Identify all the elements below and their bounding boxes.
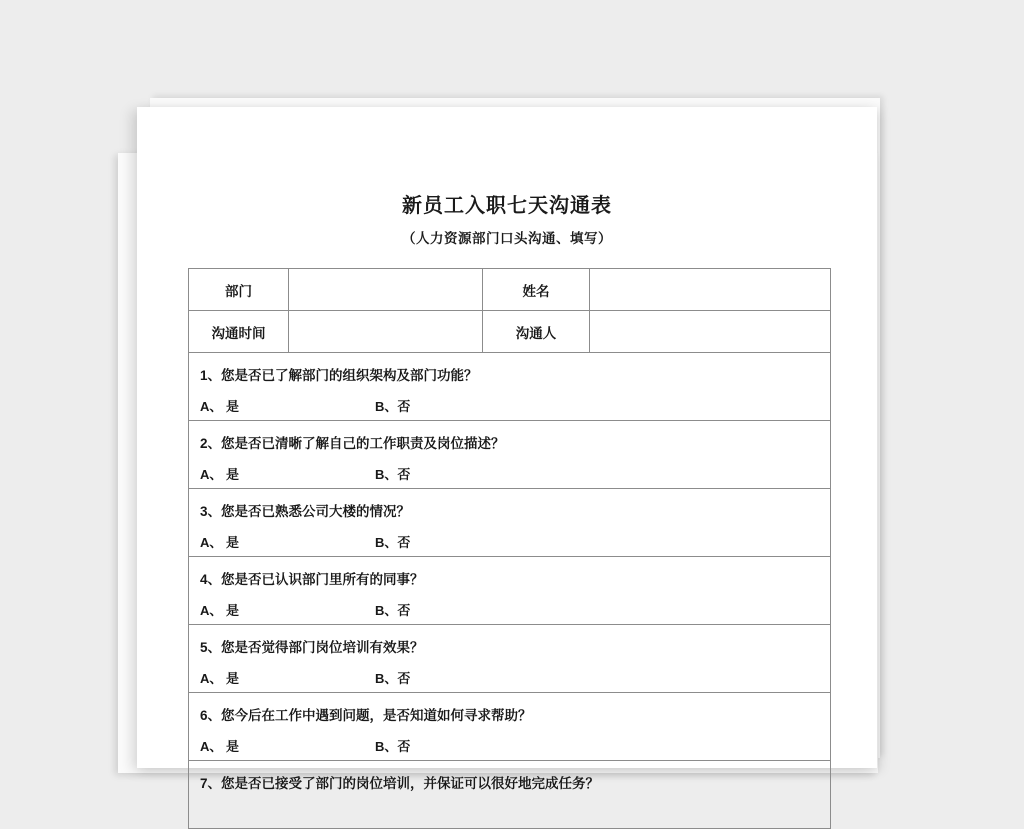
question-text: 7、您是否已接受了部门的岗位培训，并保证可以很好地完成任务？ xyxy=(200,776,600,791)
option-a[interactable]: A、 是 xyxy=(200,671,240,686)
field-label-communication-time: 沟通时间 xyxy=(189,311,289,353)
table-row xyxy=(189,421,831,489)
question-text: 5、您是否觉得部门岗位培训有效果？ xyxy=(200,640,424,655)
question-row-2 xyxy=(189,421,831,489)
option-a[interactable]: A、 是 xyxy=(200,603,240,618)
field-label-department: 部门 xyxy=(189,269,289,311)
table-row xyxy=(189,625,831,693)
table-row xyxy=(189,353,831,421)
option-b[interactable]: B、否 xyxy=(375,535,411,550)
option-a[interactable]: A、 是 xyxy=(200,399,240,414)
question-text: 6、您今后在工作中遇到问题，是否知道如何寻求帮助？ xyxy=(200,708,532,723)
option-b[interactable]: B、否 xyxy=(375,399,411,414)
field-value-name[interactable] xyxy=(590,269,831,311)
option-a[interactable]: A、 是 xyxy=(200,535,240,550)
question-text: 3、您是否已熟悉公司大楼的情况？ xyxy=(200,504,411,519)
field-value-communicator[interactable] xyxy=(590,311,831,353)
question-text: 1、您是否已了解部门的组织架构及部门功能？ xyxy=(200,368,478,383)
question-text: 4、您是否已认识部门里所有的同事？ xyxy=(200,572,424,587)
field-value-communication-time[interactable] xyxy=(289,311,483,353)
field-value-department[interactable] xyxy=(289,269,483,311)
option-a[interactable]: A、 是 xyxy=(200,467,240,482)
document-content xyxy=(137,107,877,791)
option-b[interactable]: B、否 xyxy=(375,671,411,686)
communication-form-table xyxy=(188,268,831,829)
table-row xyxy=(189,693,831,761)
option-b[interactable]: B、否 xyxy=(375,467,411,482)
page-subtitle: （人力资源部门口头沟通、填写） xyxy=(402,231,612,246)
table-row xyxy=(189,269,831,311)
option-a[interactable]: A、 是 xyxy=(200,739,240,754)
question-row-3 xyxy=(189,489,831,557)
table-row xyxy=(189,761,831,829)
question-text: 2、您是否已清晰了解自己的工作职责及岗位描述？ xyxy=(200,436,505,451)
table-row xyxy=(189,557,831,625)
table-row xyxy=(189,489,831,557)
option-b[interactable]: B、否 xyxy=(375,739,411,754)
table-row xyxy=(189,311,831,353)
question-row-1 xyxy=(189,353,831,421)
question-row-4 xyxy=(189,557,831,625)
field-label-name: 姓名 xyxy=(483,269,590,311)
question-row-5 xyxy=(189,625,831,693)
question-row-6 xyxy=(189,693,831,761)
option-b[interactable]: B、否 xyxy=(375,603,411,618)
question-row-7 xyxy=(189,761,831,829)
field-label-communicator: 沟通人 xyxy=(483,311,590,353)
page-title: 新员工入职七天沟通表 xyxy=(402,195,612,217)
